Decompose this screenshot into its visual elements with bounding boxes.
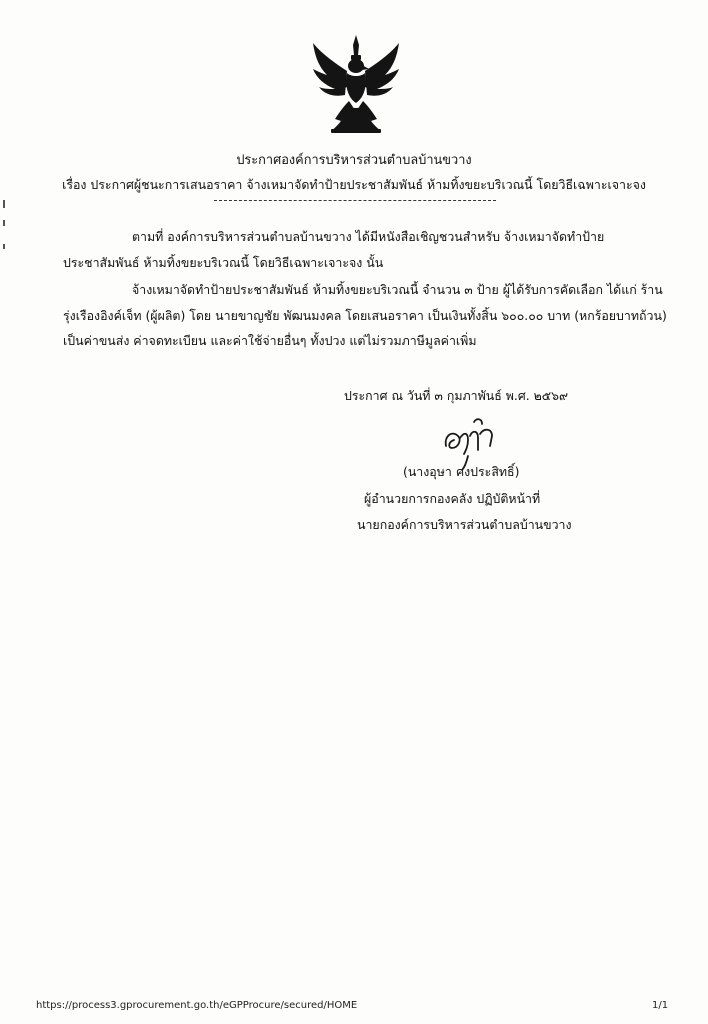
signer-name: (นางอุษา คงประสิทธิ์) xyxy=(403,464,520,479)
garuda-emblem-icon xyxy=(309,33,403,135)
paragraph-1-line-2: ประชาสัมพันธ์ ห้ามทิ้งขยะบริเวณนี้ โดยวิธีเฉพาะเจาะจง นั้น xyxy=(63,255,384,270)
paragraph-2-line-3: เป็นค่าขนส่ง ค่าจดทะเบียน และค่าใช้จ่ายอื่นๆ ทั้งปวง แต่ไม่รวมภาษีมูลค่าเพิ่ม xyxy=(63,333,477,348)
footer-url[interactable]: https://process3.gprocurement.go.th/eGPProcure/secured/HOME xyxy=(36,1000,358,1011)
announcement-date: ประกาศ ณ วันที่ ๓ กุมภาพันธ์ พ.ศ. ๒๕๖๙ xyxy=(344,388,569,403)
paragraph-2-line-1: จ้างเหมาจัดทำป้ายประชาสัมพันธ์ ห้ามทิ้งขยะบริเวณนี้ จำนวน ๓ ป้าย ผู้ได้รับการคัดเลือก ได้แก่ ร้าน xyxy=(132,282,663,297)
footer-page-number: 1/1 xyxy=(652,1000,669,1011)
scan-edge-marks xyxy=(2,200,6,260)
paragraph-1-line-1: ตามที่ องค์การบริหารส่วนตำบลบ้านขวาง ได้มีหนังสือเชิญชวนสำหรับ จ้างเหมาจัดทำป้าย xyxy=(132,229,605,244)
paragraph-2-line-2: รุ่งเรืองอิงค์เจ็ท (ผู้ผลิต) โดย นายขาญชัย พัฒนมงคล โดยเสนอราคา เป็นเงินทั้งสิ้น ๖๐๐.๐๐ บาท (หกร้อยบาทถ้วน) xyxy=(63,308,667,323)
divider xyxy=(214,200,496,201)
signer-position-1: ผู้อำนวยการกองคลัง ปฏิบัติหน้าที่ xyxy=(364,491,541,506)
announcement-subject: เรื่อง ประกาศผู้ชนะการเสนอราคา จ้างเหมาจัดทำป้ายประชาสัมพันธ์ ห้ามทิ้งขยะบริเวณนี้ โดยวิธีเฉพาะเจาะจง xyxy=(62,177,646,192)
signer-position-2: นายกองค์การบริหารส่วนตำบลบ้านขวาง xyxy=(357,517,572,532)
announcement-title: ประกาศองค์การบริหารส่วนตำบลบ้านขวาง xyxy=(236,153,472,168)
